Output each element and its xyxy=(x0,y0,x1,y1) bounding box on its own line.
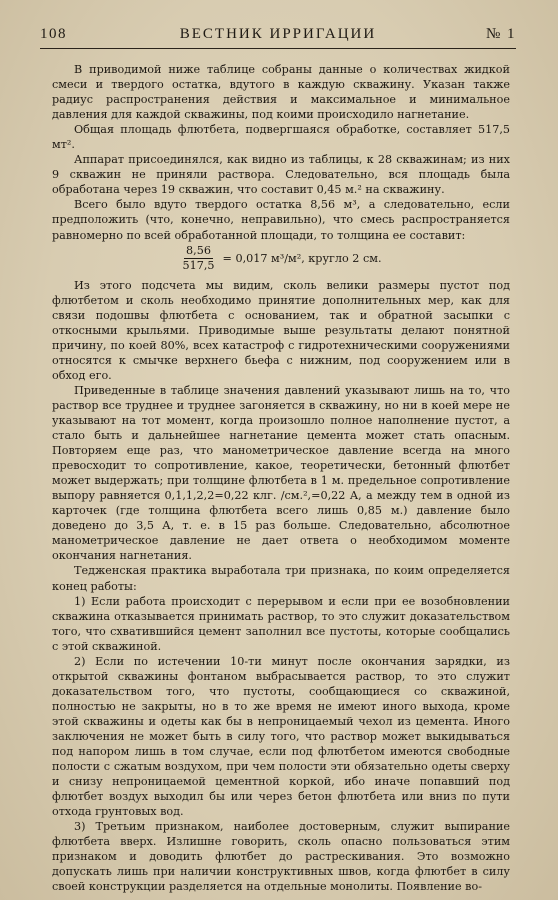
fraction-numerator: 8,56 xyxy=(186,244,211,258)
fraction-denominator: 517,5 xyxy=(182,259,215,273)
header-rule xyxy=(40,48,516,49)
paragraph: Всего было вдуто твердого остатка 8,56 м³, а следовательно, если предположить (что, конечно, неправильно), что смесь распространяется равномерно по всей обработанной площади, то толщина ее составит: xyxy=(52,198,510,242)
list-item-3: 3) Третьим признаком, наиболее достоверным, служит выпирание флютбета вверх. Излишне говорить, сколь опасно пользоваться этим признаком и доводить флютбет до растрескивания. Это возможно допускать лишь при наличии конструктивных швов, когда флютбет в силу своей конструкции разделяется на отдельные монолиты. Появление во- xyxy=(52,820,510,894)
issue-number: № 1 xyxy=(485,26,516,42)
paragraph: Приведенные в таблице значения давлений указывают лишь на то, что раствор все труднее и труднее загоняется в скважину, но ни в коей мере не указывают на тот момент, когда произошло полное наполнение пустот, а стало быть и дальнейшее нагнетание цемента может стать опасным. Повторяем еще раз, что манометрическое давление всегда на много превосходит то сопротивление, какое, теоретически, бетонный флютбет может выдержать; при толщине флютбета в 1 м. предельное сопротивление выпору равняется 0,1,1,2,2=0,22 клг. /см.²,=0,22 А, а между тем в одной из карточек (где толщина флютбета всего лишь 0,85 м.) давление было доведено до 3,5 А, т. е. в 15 раз больше. Следовательно, абсолютное манометрическое давление не дает ответа о необходимом моменте окончания нагнетания. xyxy=(52,383,510,563)
thickness-formula xyxy=(52,243,510,275)
page-number: 108 xyxy=(40,26,67,42)
page-header xyxy=(40,26,516,48)
formula-result: = 0,017 м³/м², кругло 2 см. xyxy=(222,252,382,266)
paragraph: Из этого подсчета мы видим, сколь велики размеры пустот под флютбетом и сколь необходимо принятие дополнительных мер, как для связи подошвы флютбета с основанием, так и обратной засыпки с откосными крыльями. Приводимые выше результаты делают понятной причину, по коей 80%, всех катастроф с гидротехническими сооружениями относятся к смычке верхнего бьефа с нижним, под сооружением или в обход его. xyxy=(52,278,510,382)
paragraph: Аппарат присоединялся, как видно из таблицы, к 28 скважинам; из них 9 скважин не приняли раствора. Следовательно, вся площадь была обработана через 19 скважин, что составит 0,45 м.² на скважину. xyxy=(52,153,510,197)
list-item-2: 2) Если по истечении 10-ти минут после окончания зарядки, из открытой скважины фонтаном выбрасывается раствор, то это служит доказательством того, что пустоты, сообщающиеся со скважиной, полностью не закрыты, но в то же время не имеют иного выхода, кроме этой скважины и одеты как бы в непроницаемый чехол из цемента. Иного заключения не может быть в силу того, что раствор может выкидываться под напором лишь в том случае, если под флютбетом имеются свободные полости с сжатым воздухом, при чем полости эти обязательно одеты сверху и снизу непроницаемой цементной коркой, ибо иначе попавший под флютбет воздух выходил бы или через бетон флютбета или вниз по пути отхода грунтовых вод. xyxy=(52,654,510,819)
paragraph: Тедженская практика выработала три признака, по коим определяется конец работы: xyxy=(52,564,510,593)
list-item-1: 1) Если работа происходит с перерывом и если при ее возобновлении скважина отказывается принимать раствор, то это служит доказательством того, что схватившийся цемент заполнил все пустоты, которые сообщались с этой скважиной. xyxy=(52,594,510,653)
paragraph: Общая площадь флютбета, подвергшаяся обработке, составляет 517,5 мт². xyxy=(52,123,510,152)
journal-title: ВЕСТНИК ИРРИГАЦИИ xyxy=(179,26,377,42)
paragraph: В приводимой ниже таблице собраны данные о количествах жидкой смеси и твердого остатка, вдутого в каждую скважину. Указан также радиус распространения действия и максимальное и минимальное давления для каждой скважины, под коими происходило нагнетание. xyxy=(52,63,510,122)
article-body xyxy=(52,62,510,894)
fraction xyxy=(181,244,217,273)
